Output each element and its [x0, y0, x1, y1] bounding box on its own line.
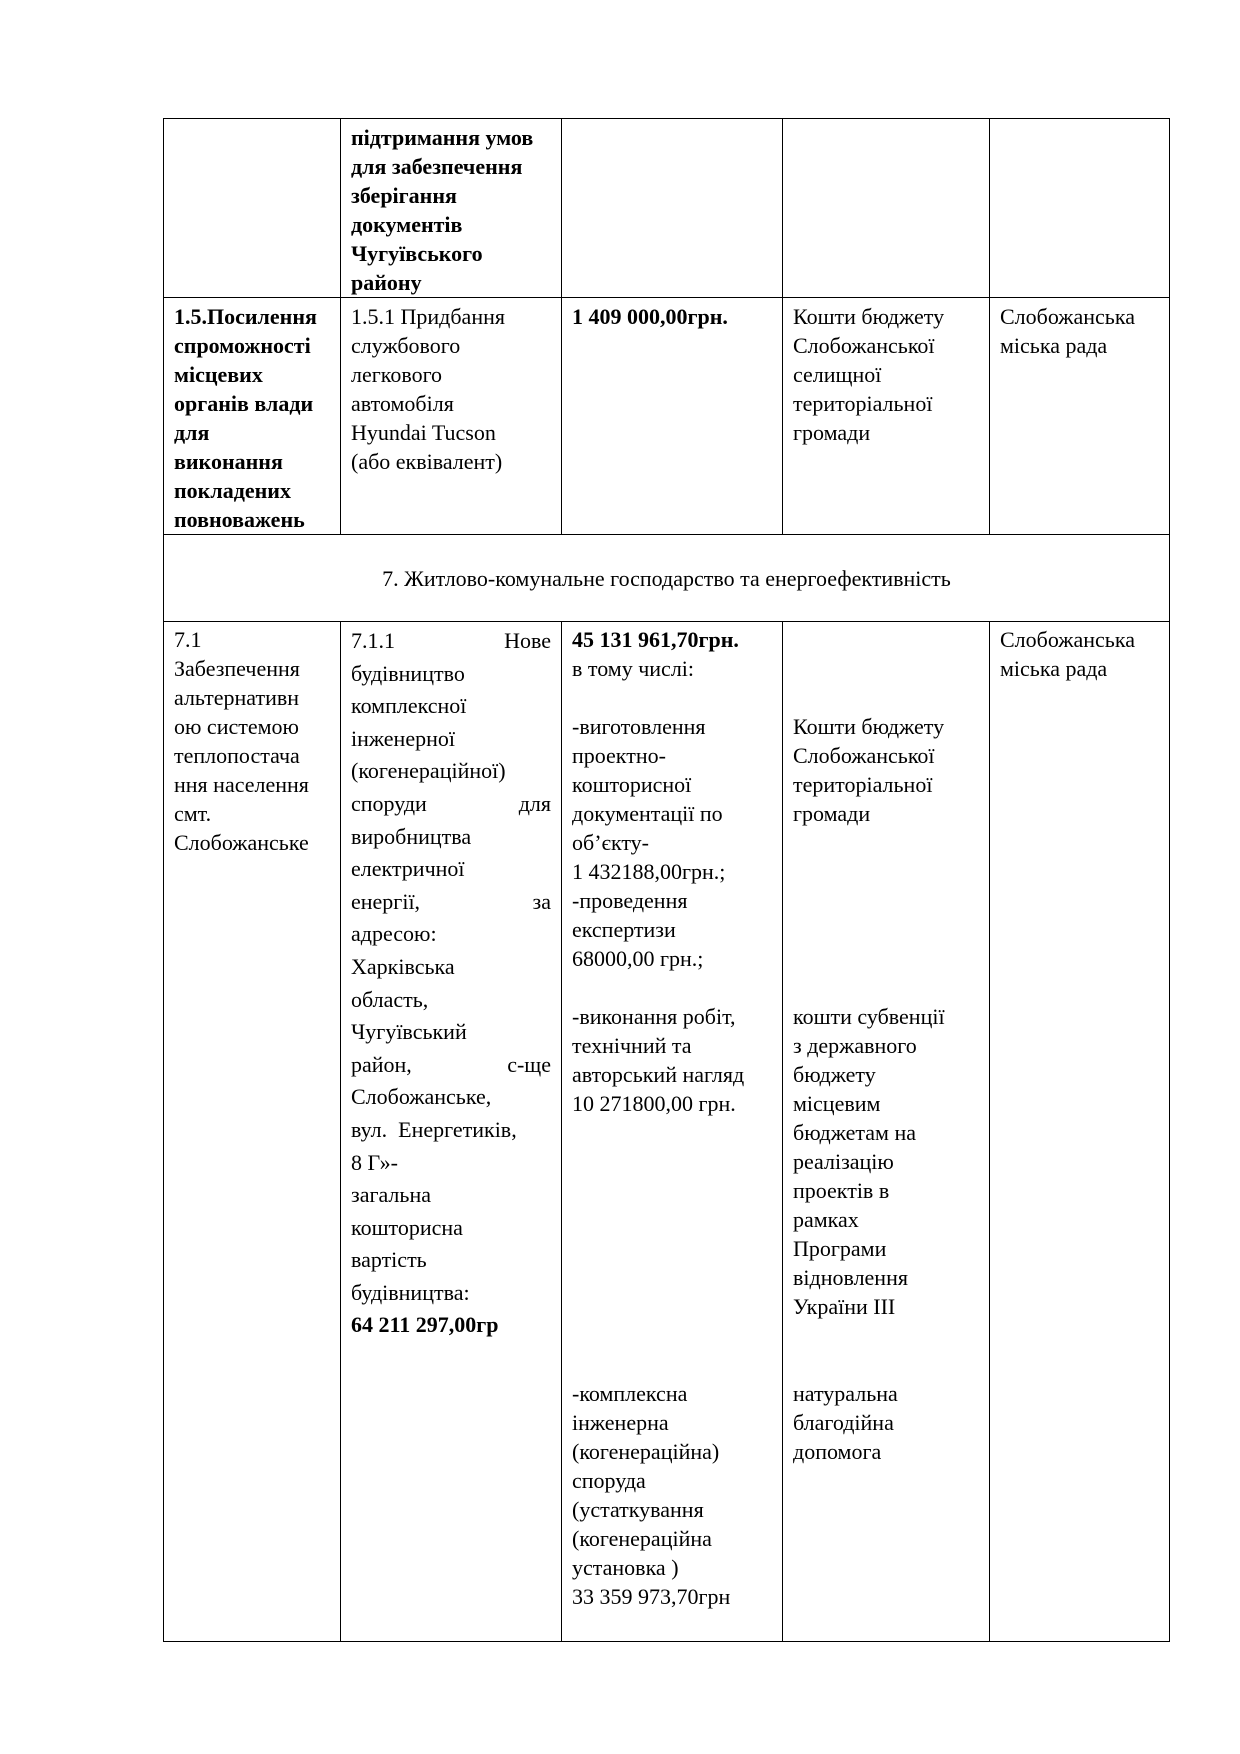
table-row-1-5	[164, 298, 1170, 535]
text-line: громади	[793, 420, 871, 445]
text-line: Кошти бюджету	[793, 304, 945, 329]
text-part: енергії,	[351, 888, 421, 914]
text-line: (устаткування	[572, 1497, 704, 1522]
text-line: повноважень	[174, 507, 305, 532]
text-line: -проведення	[572, 888, 688, 913]
text-line: Харківська	[351, 953, 455, 979]
task-total-cost: 64 211 297,00гр	[351, 1312, 499, 1338]
text-line: територіальної	[793, 391, 933, 416]
text-line: зберігання	[351, 183, 457, 208]
program-table	[163, 118, 1170, 1642]
text-line: Кошти бюджету	[793, 714, 945, 739]
text-line: органів влади	[174, 391, 314, 416]
text-part: за	[532, 888, 551, 914]
text-line: допомога	[793, 1439, 882, 1464]
text-line: району	[351, 270, 422, 295]
text-line: 33 359 973,70грн	[572, 1584, 731, 1609]
text-line: місцевих	[174, 362, 263, 387]
text-line: споруда	[572, 1468, 646, 1493]
text-line: міська рада	[1000, 656, 1108, 681]
text-line: вул. Енергетиків,	[351, 1116, 517, 1142]
text-line: кошторисна	[351, 1214, 463, 1240]
text-line: документації по	[572, 801, 723, 826]
amount-cell	[562, 298, 783, 535]
text-line: Слобожанської	[793, 743, 935, 768]
text-line: електричної	[351, 856, 465, 882]
text-line: альтернативн	[174, 685, 300, 710]
text-line: натуральна	[793, 1381, 898, 1406]
text-line: виробництва	[351, 823, 472, 849]
text-line: 10 271800,00 грн.	[572, 1091, 736, 1116]
text-line: 68000,00 грн.;	[572, 946, 704, 971]
text-line: місцевим	[793, 1091, 881, 1116]
text-line: підтримання умов	[351, 125, 534, 150]
text-line: благодійна	[793, 1410, 894, 1435]
text-line: ою системою	[174, 714, 299, 739]
text-line: Слобожанська	[1000, 627, 1135, 652]
table-row-continuation	[164, 119, 1170, 298]
source-cell	[783, 298, 990, 535]
text-line: Чугуївського	[351, 241, 483, 266]
text-line: Програми	[793, 1236, 887, 1261]
text-line: 1.5.1 Придбання	[351, 304, 505, 329]
text-line: для	[174, 420, 210, 445]
text-line: бюджету	[793, 1062, 876, 1087]
text-line: Слобожанське,	[351, 1084, 492, 1110]
goal-cell	[164, 119, 341, 298]
text-line: -виготовлення	[572, 714, 706, 739]
text-line: Слобожанське	[174, 830, 309, 855]
text-line: 1 432188,00грн.;	[572, 859, 726, 884]
text-line	[351, 788, 551, 821]
text-line: область,	[351, 986, 429, 1012]
text-line: легкового	[351, 362, 443, 387]
text-line: проектно-	[572, 743, 666, 768]
amount-cell	[562, 622, 783, 1642]
text-line: відновлення	[793, 1265, 908, 1290]
text-line: інженерної	[351, 725, 455, 751]
text-part: с-ще	[507, 1051, 551, 1077]
amount-cell	[562, 119, 783, 298]
text-line: теплопостача	[174, 743, 300, 768]
text-line: України ІІІ	[793, 1294, 896, 1319]
text-line: проектів в	[793, 1178, 890, 1203]
text-line: покладених	[174, 478, 291, 503]
text-line: 7.1	[174, 627, 202, 652]
spacer	[793, 828, 979, 1002]
text-line: реалізацію	[793, 1149, 894, 1174]
text-line: (когенераційна	[572, 1526, 712, 1551]
spacer	[572, 973, 772, 1002]
text-line: міська рада	[1000, 333, 1108, 358]
text-part: район,	[351, 1051, 412, 1077]
text-line: службового	[351, 333, 461, 358]
text-line	[351, 625, 551, 658]
text-line: ння населення	[174, 772, 309, 797]
text-line: адресою:	[351, 921, 437, 947]
text-part: Нове	[504, 628, 551, 653]
executor-cell	[990, 298, 1170, 535]
spacer	[572, 683, 772, 712]
source-cell	[783, 622, 990, 1642]
text-line: (когенераційної)	[351, 758, 506, 784]
section-title: 7. Житлово-комунальне господарство та енергоефективність	[164, 535, 1170, 622]
text-line: документів	[351, 212, 463, 237]
text-line: -виконання робіт,	[572, 1004, 736, 1029]
text-line: 1.5.Посилення	[174, 304, 317, 329]
text-line: для забезпечення	[351, 154, 523, 179]
text-line: з державного	[793, 1033, 917, 1058]
text-line: технічний та	[572, 1033, 692, 1058]
text-line: -комплексна	[572, 1381, 688, 1406]
amount-value: 1 409 000,00грн.	[572, 304, 728, 329]
text-line: смт.	[174, 801, 212, 826]
text-line	[351, 1049, 551, 1082]
table-row-7-1	[164, 622, 1170, 1642]
text-part: споруди	[351, 790, 427, 816]
text-line: 8 Г»-	[351, 1149, 398, 1175]
text-line: територіальної	[793, 772, 933, 797]
executor-cell	[990, 119, 1170, 298]
spacer	[793, 625, 979, 712]
text-line: вартість	[351, 1247, 427, 1273]
text-line: Hyundai Tucson	[351, 420, 496, 445]
spacer	[572, 1118, 772, 1379]
text-line: автомобіля	[351, 391, 454, 416]
text-line: кошторисної	[572, 772, 692, 797]
text-line: (або еквівалент)	[351, 449, 503, 474]
task-cell	[341, 298, 562, 535]
text-line: бюджетам на	[793, 1120, 916, 1145]
text-line: громади	[793, 801, 871, 826]
text-line: в тому числі:	[572, 656, 695, 681]
executor-cell	[990, 622, 1170, 1642]
spacer	[793, 1321, 979, 1379]
text-line: селищної	[793, 362, 882, 387]
text-line: Забезпечення	[174, 656, 300, 681]
text-line: інженерна	[572, 1410, 669, 1435]
text-line: виконання	[174, 449, 283, 474]
text-part: для	[518, 790, 551, 816]
text-line: спроможності	[174, 333, 311, 358]
text-line: рамках	[793, 1207, 859, 1232]
text-line: загальна	[351, 1182, 431, 1208]
amount-value: 45 131 961,70грн.	[572, 627, 739, 652]
text-part: 7.1.1	[351, 628, 395, 653]
goal-cell	[164, 298, 341, 535]
text-line	[351, 886, 551, 919]
text-line: Слобожанської	[793, 333, 935, 358]
text-line: кошти субвенції	[793, 1004, 945, 1029]
task-cell	[341, 622, 562, 1642]
text-line: експертизи	[572, 917, 676, 942]
task-cell	[341, 119, 562, 298]
goal-cell	[164, 622, 341, 1642]
source-cell	[783, 119, 990, 298]
text-line: комплексної	[351, 693, 467, 719]
text-line: об’єкту-	[572, 830, 650, 855]
text-line: Чугуївський	[351, 1019, 467, 1045]
text-line: будівництво	[351, 660, 465, 686]
text-line: будівництва:	[351, 1279, 470, 1305]
section-row-7	[164, 535, 1170, 622]
text-line: (когенераційна)	[572, 1439, 720, 1464]
text-line: Слобожанська	[1000, 304, 1135, 329]
text-line: авторський нагляд	[572, 1062, 745, 1087]
text-line: установка )	[572, 1555, 679, 1580]
